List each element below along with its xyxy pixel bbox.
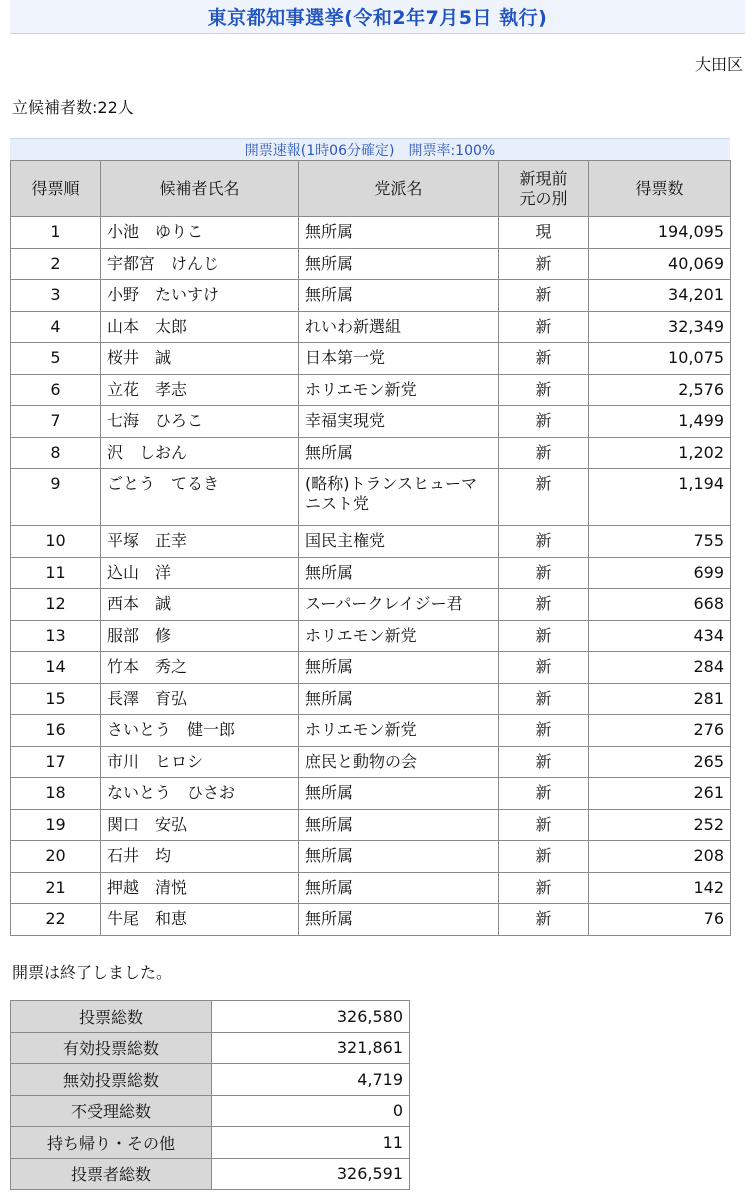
- status-cell: 新: [499, 280, 589, 312]
- status-cell: 現: [499, 217, 589, 249]
- status-cell: 新: [499, 872, 589, 904]
- candidate-name-cell: 押越 清悦: [101, 872, 299, 904]
- party-cell: ホリエモン新党: [299, 620, 499, 652]
- summary-value: 321,861: [212, 1032, 410, 1064]
- summary-row: [11, 1095, 410, 1127]
- party-cell: 無所属: [299, 683, 499, 715]
- candidate-name-cell: ないとう ひさお: [101, 778, 299, 810]
- rank-cell: 11: [11, 557, 101, 589]
- closed-note: 開票は終了しました。: [12, 963, 173, 982]
- party-cell: 無所属: [299, 809, 499, 841]
- party-cell: (略称)トランスヒューマニスト党: [299, 469, 499, 526]
- table-row: [11, 217, 731, 249]
- status-cell: 新: [499, 904, 589, 936]
- summary-value: 11: [212, 1127, 410, 1159]
- summary-label: 不受理総数: [11, 1095, 212, 1127]
- header-party: 党派名: [299, 161, 499, 217]
- votes-cell: 668: [589, 589, 731, 621]
- votes-cell: 76: [589, 904, 731, 936]
- candidate-name-cell: 山本 太郎: [101, 311, 299, 343]
- party-cell: 無所属: [299, 437, 499, 469]
- table-row: [11, 778, 731, 810]
- candidate-name-cell: 竹本 秀之: [101, 652, 299, 684]
- party-cell: れいわ新選組: [299, 311, 499, 343]
- status-cell: 新: [499, 715, 589, 747]
- summary-value: 4,719: [212, 1064, 410, 1096]
- candidate-name-cell: 牛尾 和恵: [101, 904, 299, 936]
- candidate-name-cell: 平塚 正幸: [101, 526, 299, 558]
- status-cell: 新: [499, 683, 589, 715]
- candidate-name-cell: 西本 誠: [101, 589, 299, 621]
- party-cell: ホリエモン新党: [299, 374, 499, 406]
- status-cell: 新: [499, 841, 589, 873]
- votes-cell: 276: [589, 715, 731, 747]
- votes-cell: 1,194: [589, 469, 731, 526]
- summary-label: 投票者総数: [11, 1158, 212, 1190]
- status-cell: 新: [499, 248, 589, 280]
- votes-cell: 1,202: [589, 437, 731, 469]
- table-row: [11, 589, 731, 621]
- rank-cell: 19: [11, 809, 101, 841]
- status-cell: 新: [499, 589, 589, 621]
- status-cell: 新: [499, 557, 589, 589]
- party-cell: 幸福実現党: [299, 406, 499, 438]
- summary-value: 0: [212, 1095, 410, 1127]
- candidate-name-cell: 関口 安弘: [101, 809, 299, 841]
- status-cell: 新: [499, 406, 589, 438]
- candidate-name-cell: 服部 修: [101, 620, 299, 652]
- votes-cell: 434: [589, 620, 731, 652]
- votes-cell: 265: [589, 746, 731, 778]
- candidate-name-cell: 七海 ひろこ: [101, 406, 299, 438]
- party-cell: 日本第一党: [299, 343, 499, 375]
- votes-cell: 10,075: [589, 343, 731, 375]
- status-cell: 新: [499, 778, 589, 810]
- candidate-name-cell: 市川 ヒロシ: [101, 746, 299, 778]
- title-bar: [10, 0, 745, 34]
- rank-cell: 7: [11, 406, 101, 438]
- header-votes: 得票数: [589, 161, 731, 217]
- rank-cell: 13: [11, 620, 101, 652]
- table-row: [11, 343, 731, 375]
- rank-cell: 20: [11, 841, 101, 873]
- rank-cell: 14: [11, 652, 101, 684]
- summary-row: [11, 1064, 410, 1096]
- party-cell: 無所属: [299, 652, 499, 684]
- results-body: [11, 217, 731, 936]
- votes-cell: 1,499: [589, 406, 731, 438]
- table-row: [11, 620, 731, 652]
- votes-cell: 755: [589, 526, 731, 558]
- header-rank: 得票順: [11, 161, 101, 217]
- summary-label: 無効投票総数: [11, 1064, 212, 1096]
- party-cell: 無所属: [299, 904, 499, 936]
- candidate-name-cell: 桜井 誠: [101, 343, 299, 375]
- candidate-name-cell: 小野 たいすけ: [101, 280, 299, 312]
- status-cell: 新: [499, 526, 589, 558]
- summary-body: [11, 1001, 410, 1190]
- votes-cell: 284: [589, 652, 731, 684]
- votes-cell: 32,349: [589, 311, 731, 343]
- summary-label: 有効投票総数: [11, 1032, 212, 1064]
- summary-label: 持ち帰り・その他: [11, 1127, 212, 1159]
- votes-cell: 281: [589, 683, 731, 715]
- rank-cell: 16: [11, 715, 101, 747]
- table-row: [11, 526, 731, 558]
- votes-cell: 34,201: [589, 280, 731, 312]
- rank-cell: 18: [11, 778, 101, 810]
- candidate-name-cell: ごとう てるき: [101, 469, 299, 526]
- rank-cell: 9: [11, 469, 101, 526]
- status-cell: 新: [499, 809, 589, 841]
- summary-row: [11, 1158, 410, 1190]
- rank-cell: 2: [11, 248, 101, 280]
- party-cell: 無所属: [299, 872, 499, 904]
- status-cell: 新: [499, 437, 589, 469]
- table-row: [11, 652, 731, 684]
- rank-cell: 3: [11, 280, 101, 312]
- summary-label: 投票総数: [11, 1001, 212, 1033]
- rank-cell: 22: [11, 904, 101, 936]
- table-row: [11, 872, 731, 904]
- status-cell: 新: [499, 311, 589, 343]
- rank-cell: 8: [11, 437, 101, 469]
- summary-row: [11, 1127, 410, 1159]
- candidate-name-cell: さいとう 健一郎: [101, 715, 299, 747]
- rank-cell: 17: [11, 746, 101, 778]
- party-cell: 無所属: [299, 778, 499, 810]
- rank-cell: 4: [11, 311, 101, 343]
- summary-value: 326,591: [212, 1158, 410, 1190]
- table-row: [11, 248, 731, 280]
- votes-cell: 261: [589, 778, 731, 810]
- rank-cell: 6: [11, 374, 101, 406]
- table-row: [11, 469, 731, 526]
- party-cell: 無所属: [299, 280, 499, 312]
- party-cell: 無所属: [299, 248, 499, 280]
- summary-value: 326,580: [212, 1001, 410, 1033]
- candidate-name-cell: 長澤 育弘: [101, 683, 299, 715]
- results-header-row: [11, 161, 731, 217]
- votes-cell: 699: [589, 557, 731, 589]
- votes-cell: 194,095: [589, 217, 731, 249]
- table-row: [11, 374, 731, 406]
- rank-cell: 15: [11, 683, 101, 715]
- status-cell: 新: [499, 746, 589, 778]
- table-row: [11, 557, 731, 589]
- party-cell: 庶民と動物の会: [299, 746, 499, 778]
- rank-cell: 10: [11, 526, 101, 558]
- page-title: 東京都知事選挙(令和2年7月5日 執行): [207, 7, 548, 29]
- table-row: [11, 280, 731, 312]
- candidate-name-cell: 小池 ゆりこ: [101, 217, 299, 249]
- party-cell: ホリエモン新党: [299, 715, 499, 747]
- table-row: [11, 437, 731, 469]
- votes-cell: 142: [589, 872, 731, 904]
- count-status-bar: 開票速報(1時06分確定) 開票率:100%: [10, 138, 730, 161]
- rank-cell: 21: [11, 872, 101, 904]
- header-candidate-name: 候補者氏名: [101, 161, 299, 217]
- table-row: [11, 683, 731, 715]
- candidate-name-cell: 石井 均: [101, 841, 299, 873]
- candidate-name-cell: 立花 孝志: [101, 374, 299, 406]
- table-row: [11, 809, 731, 841]
- rank-cell: 1: [11, 217, 101, 249]
- status-cell: 新: [499, 343, 589, 375]
- party-cell: 無所属: [299, 217, 499, 249]
- table-row: [11, 904, 731, 936]
- summary-table: [10, 1000, 410, 1190]
- table-row: [11, 311, 731, 343]
- status-cell: 新: [499, 652, 589, 684]
- rank-cell: 12: [11, 589, 101, 621]
- candidate-count: 立候補者数:22人: [12, 98, 134, 117]
- votes-cell: 252: [589, 809, 731, 841]
- table-row: [11, 841, 731, 873]
- ward-label: 大田区: [694, 55, 743, 74]
- summary-row: [11, 1001, 410, 1033]
- table-row: [11, 406, 731, 438]
- candidate-name-cell: 沢 しおん: [101, 437, 299, 469]
- candidate-name-cell: 宇都宮 けんじ: [101, 248, 299, 280]
- table-row: [11, 715, 731, 747]
- status-cell: 新: [499, 374, 589, 406]
- summary-row: [11, 1032, 410, 1064]
- votes-cell: 2,576: [589, 374, 731, 406]
- status-cell: 新: [499, 620, 589, 652]
- party-cell: スーパークレイジー君: [299, 589, 499, 621]
- table-row: [11, 746, 731, 778]
- party-cell: 無所属: [299, 841, 499, 873]
- party-cell: 無所属: [299, 557, 499, 589]
- votes-cell: 40,069: [589, 248, 731, 280]
- rank-cell: 5: [11, 343, 101, 375]
- header-status: 新現前 元の別: [499, 161, 589, 217]
- results-table: [10, 160, 731, 936]
- candidate-name-cell: 込山 洋: [101, 557, 299, 589]
- votes-cell: 208: [589, 841, 731, 873]
- party-cell: 国民主権党: [299, 526, 499, 558]
- status-cell: 新: [499, 469, 589, 526]
